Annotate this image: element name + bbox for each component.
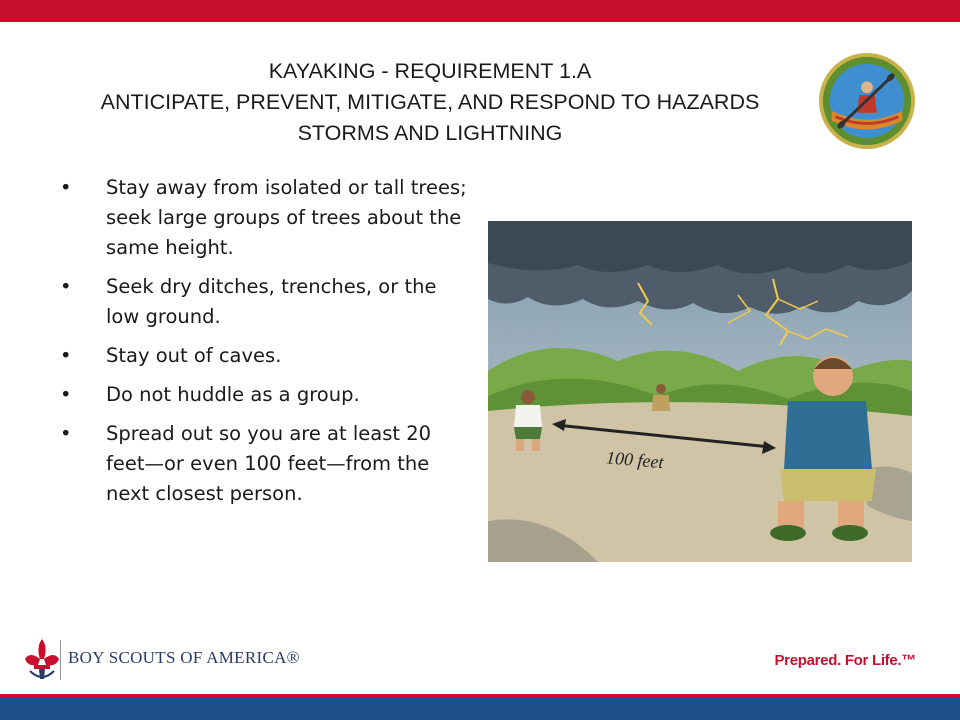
bullet-marker: •: [60, 275, 72, 298]
bullet-item: [60, 173, 470, 263]
footer-divider: [60, 640, 61, 680]
bullet-item: [60, 419, 470, 509]
bullet-marker: •: [60, 383, 72, 406]
title-line-3: STORMS AND LIGHTNING: [297, 121, 563, 145]
title-line-1: KAYAKING - REQUIREMENT 1.A: [268, 59, 592, 83]
bullet-text: Seek dry ditches, trenches, or the low ground.: [106, 275, 437, 328]
slide-title: [90, 56, 770, 149]
bullet-item: [60, 341, 470, 371]
bullet-marker: •: [60, 422, 72, 445]
bullet-text: Do not huddle as a group.: [106, 383, 360, 406]
title-line-2: ANTICIPATE, PREVENT, MITIGATE, AND RESPOND TO HAZARDS: [100, 90, 760, 114]
bullet-text: Stay out of caves.: [106, 344, 282, 367]
lightning-storm-illustration: [488, 221, 912, 562]
bsa-fleur-de-lis-icon: [22, 637, 62, 683]
bullet-text: Spread out so you are at least 20 feet—or even 100 feet—from the next closest person.: [106, 422, 432, 505]
bullet-list: [60, 173, 470, 518]
kayaking-merit-badge-icon: [818, 52, 916, 150]
bullet-marker: •: [60, 176, 72, 199]
footer-brand: BOY SCOUTS OF AMERICA®: [68, 648, 300, 667]
bullet-item: [60, 272, 470, 332]
bottom-accent-bar: [0, 697, 960, 720]
distance-label: 100 feet: [605, 447, 665, 473]
footer-tagline: Prepared. For Life.™: [774, 652, 916, 669]
top-accent-bar: [0, 0, 960, 22]
bullet-marker: •: [60, 344, 72, 367]
bullet-text: Stay away from isolated or tall trees; seek large groups of trees about the same height.: [106, 176, 467, 259]
bullet-item: [60, 380, 470, 410]
